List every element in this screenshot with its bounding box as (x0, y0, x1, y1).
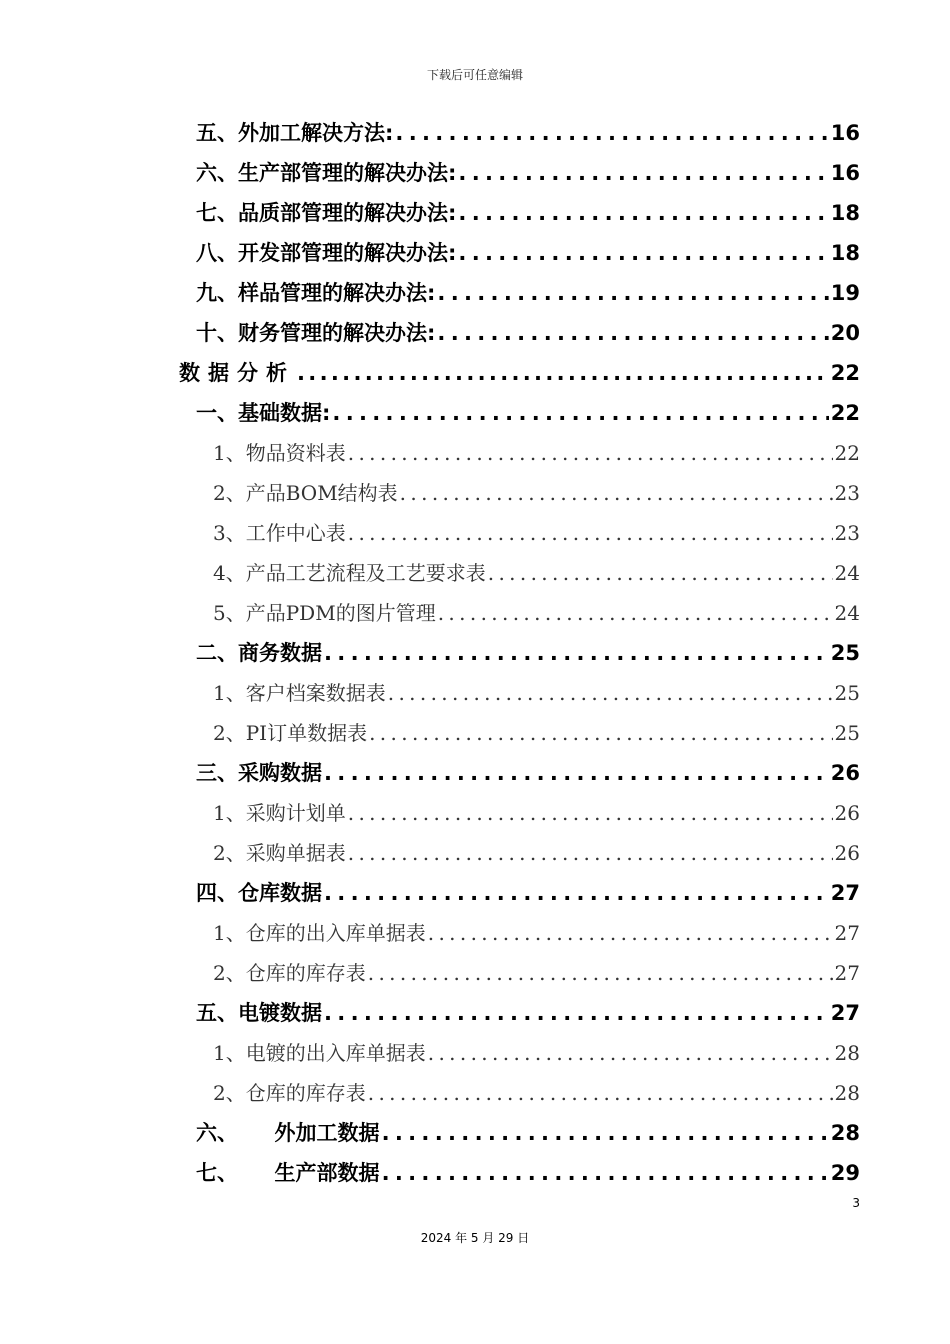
toc-entry-page: 22 (834, 441, 860, 465)
toc-entry[interactable] (196, 393, 860, 433)
dot-leader (369, 713, 832, 753)
toc-entry-title: 七、品质部管理的解决办法: (196, 201, 457, 225)
toc-entry-title: 七、 生产部数据 (196, 1161, 380, 1185)
dot-leader (348, 513, 833, 553)
toc-entry-page: 28 (830, 1121, 860, 1145)
toc-entry-title: 2、仓库的库存表 (213, 961, 366, 985)
dot-leader (488, 553, 833, 593)
toc-entry[interactable] (196, 273, 860, 313)
toc-entry-title: 六、生产部管理的解决办法: (196, 161, 457, 185)
dot-leader (297, 353, 829, 393)
toc-entry-title: 1、采购计划单 (213, 801, 346, 825)
dot-leader (388, 673, 833, 713)
toc-entry-title: 1、电镀的出入库单据表 (213, 1041, 426, 1065)
toc-subentry[interactable] (213, 473, 860, 513)
toc-entry-title: 九、样品管理的解决办法: (196, 281, 436, 305)
dot-leader (458, 193, 828, 233)
toc-entry-title: 数据分析 (179, 361, 295, 385)
footer-date: 2024 年 5 月 29 日 (420, 1231, 530, 1245)
toc-entry-page: 23 (834, 481, 860, 505)
dot-leader (400, 473, 833, 513)
toc-subentry[interactable] (213, 513, 860, 553)
toc-entry[interactable] (196, 633, 860, 673)
toc-entry-title: 2、仓库的库存表 (213, 1081, 366, 1105)
dot-leader (348, 793, 833, 833)
toc-entry-title: 3、工作中心表 (213, 521, 346, 545)
toc-entry[interactable] (196, 233, 860, 273)
page-number: 3 (852, 1196, 860, 1210)
toc-entry-page: 18 (830, 201, 860, 225)
dot-leader (458, 233, 828, 273)
toc-entry-title: 八、开发部管理的解决办法: (196, 241, 457, 265)
toc-entry-page: 26 (834, 801, 860, 825)
toc-entry-page: 28 (834, 1041, 860, 1065)
toc-entry[interactable] (196, 1153, 860, 1193)
toc-entry[interactable] (196, 193, 860, 233)
toc-subentry[interactable] (213, 433, 860, 473)
toc-subentry[interactable] (213, 1073, 860, 1113)
toc-entry-page: 27 (830, 881, 860, 905)
toc-entry[interactable] (196, 113, 860, 153)
dot-leader (382, 1153, 829, 1193)
toc-entry-page: 28 (834, 1081, 860, 1105)
toc-entry-title: 四、仓库数据 (196, 881, 322, 905)
toc-entry-title: 2、产品BOM结构表 (213, 481, 398, 505)
toc-entry-title: 1、客户档案数据表 (213, 681, 386, 705)
toc-entry-title: 三、采购数据 (196, 761, 322, 785)
dot-leader (324, 753, 829, 793)
toc-entry-title: 1、仓库的出入库单据表 (213, 921, 426, 945)
toc-subentry[interactable] (213, 673, 860, 713)
toc-entry[interactable] (196, 753, 860, 793)
toc-entry-page: 27 (830, 1001, 860, 1025)
toc-subentry[interactable] (213, 593, 860, 633)
toc-entry-title: 4、产品工艺流程及工艺要求表 (213, 561, 486, 585)
toc-entry-page: 23 (834, 521, 860, 545)
toc-entry[interactable] (196, 993, 860, 1033)
toc-entry-page: 27 (834, 961, 860, 985)
dot-leader (438, 593, 833, 633)
toc-entry-title: 五、外加工解决方法: (196, 121, 394, 145)
toc-entry-page: 25 (834, 681, 860, 705)
toc-entry-page: 19 (830, 281, 860, 305)
toc-entry-page: 22 (830, 361, 860, 385)
toc-entry-title: 5、产品PDM的图片管理 (213, 601, 436, 625)
toc-subentry[interactable] (213, 713, 860, 753)
toc-subentry[interactable] (213, 1033, 860, 1073)
toc-subentry[interactable] (213, 953, 860, 993)
toc-entry-title: 2、采购单据表 (213, 841, 346, 865)
dot-leader (395, 113, 828, 153)
dot-leader (437, 313, 828, 353)
toc-entry-title: 五、电镀数据 (196, 1001, 322, 1025)
toc-entry[interactable] (196, 153, 860, 193)
toc-entry-page: 29 (830, 1161, 860, 1185)
toc-entry-title: 二、商务数据 (196, 641, 322, 665)
toc-entry[interactable] (196, 873, 860, 913)
toc-entry-page: 24 (834, 601, 860, 625)
toc-entry-page: 18 (830, 241, 860, 265)
toc-subentry[interactable] (213, 913, 860, 953)
dot-leader (428, 913, 833, 953)
dot-leader (428, 1033, 833, 1073)
dot-leader (437, 273, 828, 313)
toc-entry-page: 25 (830, 641, 860, 665)
toc-entry-page: 20 (830, 321, 860, 345)
toc-subentry[interactable] (213, 553, 860, 593)
dot-leader (368, 1073, 833, 1113)
toc-entry[interactable] (196, 313, 860, 353)
dot-leader (382, 1113, 829, 1153)
dot-leader (324, 993, 829, 1033)
toc-entry-page: 26 (830, 761, 860, 785)
toc-section-entry[interactable] (179, 353, 860, 393)
toc-entry-title: 六、 外加工数据 (196, 1121, 380, 1145)
toc-entry-title: 2、PI订单数据表 (213, 721, 368, 745)
page-header: 下载后可任意编辑 (426, 68, 523, 82)
toc-entry-page: 16 (830, 161, 860, 185)
toc-entry-page: 22 (830, 401, 860, 425)
dot-leader (348, 433, 833, 473)
toc-entry-title: 一、基础数据: (196, 401, 331, 425)
dot-leader (458, 153, 828, 193)
dot-leader (324, 873, 829, 913)
toc-entry[interactable] (196, 1113, 860, 1153)
dot-leader (348, 833, 833, 873)
toc-entry-page: 27 (834, 921, 860, 945)
toc-entry-title: 十、财务管理的解决办法: (196, 321, 436, 345)
toc-entry-page: 25 (834, 721, 860, 745)
dot-leader (368, 953, 833, 993)
toc-subentry[interactable] (213, 833, 860, 873)
toc-entry-page: 24 (834, 561, 860, 585)
toc-entry-title: 1、物品资料表 (213, 441, 346, 465)
toc-entry-page: 16 (830, 121, 860, 145)
toc-subentry[interactable] (213, 793, 860, 833)
dot-leader (332, 393, 828, 433)
dot-leader (324, 633, 829, 673)
toc-entry-page: 26 (834, 841, 860, 865)
